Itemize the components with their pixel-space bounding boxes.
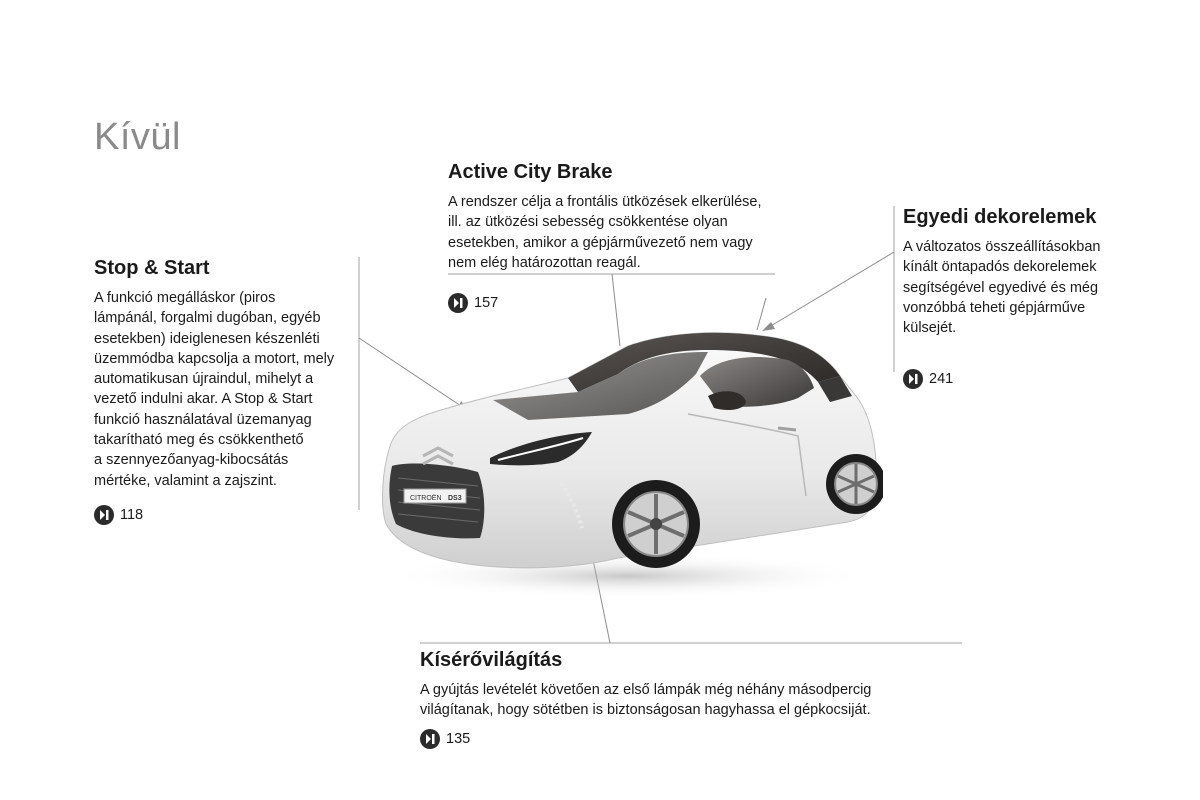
kisero-line: A gyújtás levételét követően az első lámpák még néhány másodpercig bbox=[420, 682, 872, 698]
kisero-page-number: 135 bbox=[446, 730, 471, 747]
section-egyedi bbox=[903, 206, 1163, 389]
stop-start-line: vezető indulni akar. A Stop & Start bbox=[94, 391, 313, 408]
kisero-title: Kísérővilágítás bbox=[420, 649, 563, 671]
egyedi-page-number: 241 bbox=[929, 371, 954, 388]
acb-line: ill. az ütközési sebesség csökkentése olyan bbox=[448, 214, 728, 231]
next-page-icon bbox=[448, 293, 468, 313]
acb-title: Active City Brake bbox=[448, 161, 613, 183]
stop-start-title: Stop & Start bbox=[94, 257, 210, 279]
section-kisero bbox=[420, 649, 980, 749]
stop-start-page-ref[interactable] bbox=[94, 505, 356, 525]
kisero-page-ref[interactable] bbox=[420, 729, 980, 749]
egyedi-line: külsejét. bbox=[903, 320, 957, 337]
stop-start-page-number: 118 bbox=[120, 506, 144, 523]
plate-brand: CITROËN bbox=[410, 495, 442, 502]
car-illustration bbox=[378, 296, 883, 601]
egyedi-line: vonzóbbá teheti gépjárműve bbox=[903, 299, 1086, 316]
next-page-icon bbox=[420, 729, 440, 749]
section-stop-start bbox=[94, 257, 356, 525]
stop-start-line: esetekben) ideiglenesen készenléti bbox=[94, 330, 320, 347]
egyedi-line: A változatos összeállításokban bbox=[903, 239, 1101, 255]
acb-page-number: 157 bbox=[474, 295, 499, 312]
egyedi-body bbox=[903, 237, 1163, 338]
next-page-icon bbox=[94, 505, 114, 525]
next-page-icon bbox=[903, 369, 923, 389]
acb-body bbox=[448, 192, 778, 273]
egyedi-line: segítségével egyedivé és még bbox=[903, 279, 1099, 296]
acb-line: nem elég határozottan reagál. bbox=[448, 254, 641, 271]
egyedi-line: kínált öntapadós dekorelemek bbox=[903, 259, 1097, 276]
kisero-body bbox=[420, 680, 980, 721]
stop-start-line: A funkció megálláskor (piros bbox=[94, 290, 276, 306]
egyedi-title: Egyedi dekorelemek bbox=[903, 206, 1097, 228]
stop-start-line: a szennyezőanyag-kibocsátás bbox=[94, 452, 289, 469]
acb-page-ref[interactable] bbox=[448, 293, 778, 313]
stop-start-line: mértéke, valamint a zajszint. bbox=[94, 472, 277, 489]
acb-line: esetekben, amikor a gépjárművezető nem vagy bbox=[448, 234, 753, 251]
page-title: Kívül bbox=[94, 116, 181, 158]
stop-start-line: lámpánál, forgalmi dugóban, egyéb bbox=[94, 310, 321, 327]
plate-badge: DS3 bbox=[448, 495, 462, 502]
door-handle bbox=[778, 428, 796, 430]
acb-line: A rendszer célja a frontális ütközések elkerülése, bbox=[448, 194, 762, 210]
stop-start-body bbox=[94, 288, 356, 491]
section-active-city-brake bbox=[448, 161, 778, 313]
kisero-line: világítanak, hogy sötétben is biztonságosan hagyhassa el gépkocsiját. bbox=[420, 702, 871, 719]
stop-start-line: takarítható meg és csökkenthető bbox=[94, 432, 304, 449]
stop-start-line: üzemmódba kapcsolja a motort, mely bbox=[94, 350, 335, 367]
stop-start-line: automatikusan újraindul, mihelyt a bbox=[94, 371, 314, 388]
egyedi-page-ref[interactable] bbox=[903, 369, 1163, 389]
stop-start-line: funkció használatával üzemanyag bbox=[94, 411, 312, 428]
